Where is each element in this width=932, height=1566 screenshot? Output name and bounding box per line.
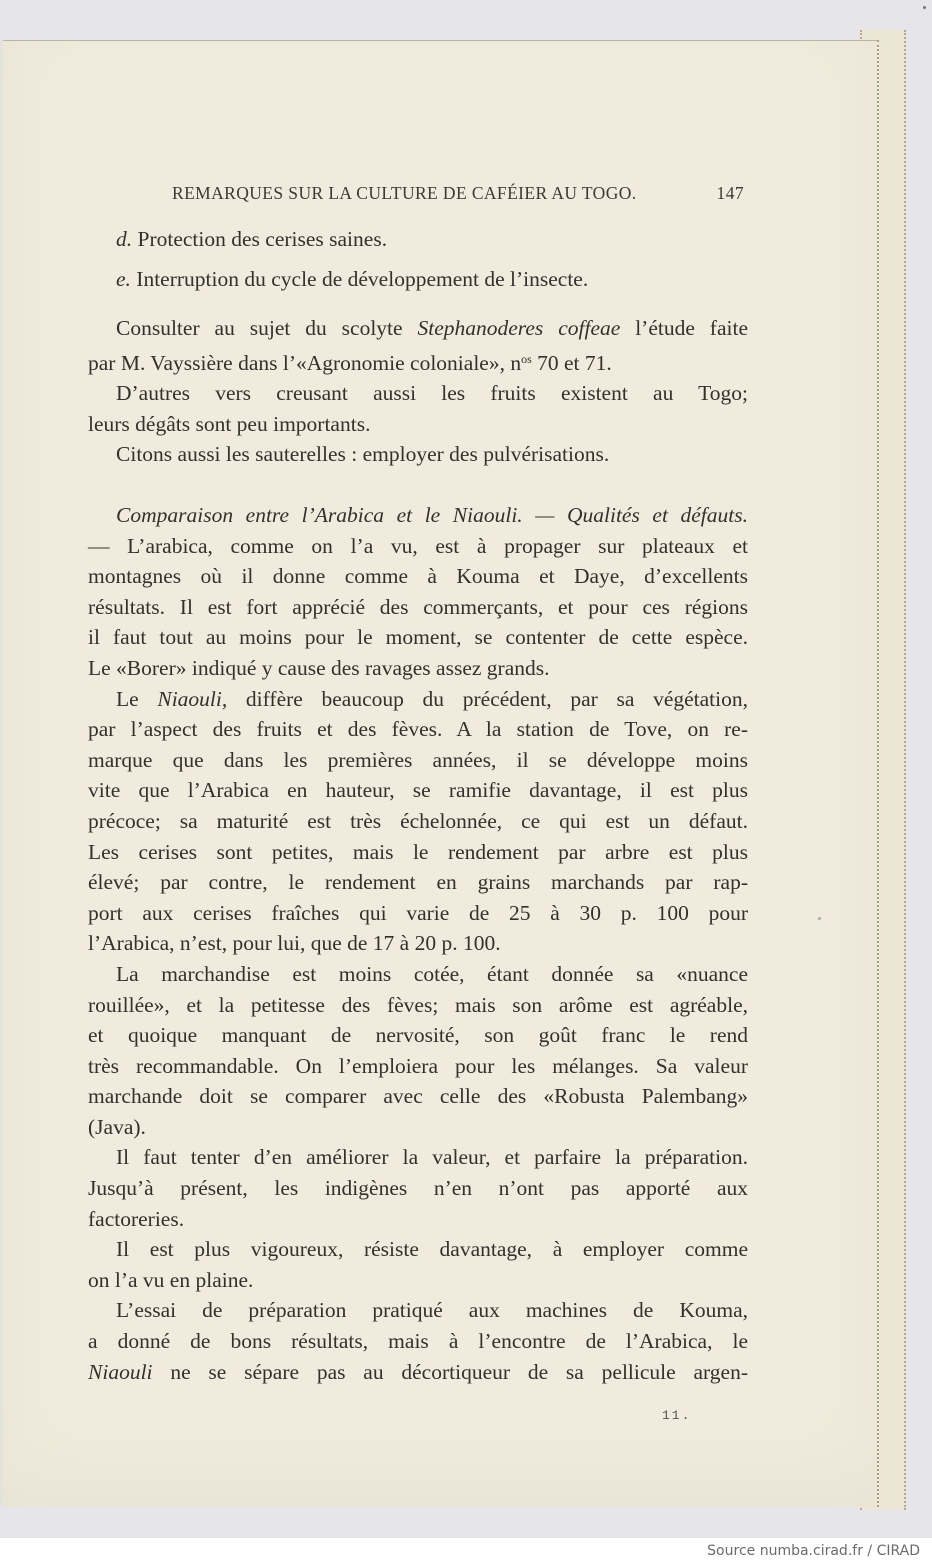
running-header [172, 183, 744, 204]
text-line: résultats. Il est fort apprécié des commerçants, et pour ces régions [88, 594, 748, 619]
text-line: La marchandise est moins cotée, étant donnée sa «nuance [116, 961, 748, 986]
text-line: rouillée», et la petitesse des fèves; mais son arôme est agréable, [88, 992, 748, 1017]
text-line: par M. Vayssière dans l’«Agronomie coloniale», $n^{os}$ 70 et 71. [88, 350, 612, 375]
text-line: Consulter au sujet du scolyte Stephanoderes coffeae l’étude faite [116, 316, 748, 340]
text-line: l’Arabica, n’est, pour lui, que de 17 à 20 p. 100. [88, 931, 501, 956]
text-line: vite que l’Arabica en hauteur, se ramifie davantage, il est plus [88, 778, 748, 803]
text-line: il faut tout au moins pour le moment, se contenter de cette espèce. [88, 625, 748, 650]
running-title: REMARQUES SUR LA CULTURE DE CAFÉIER AU TOGO. [172, 183, 637, 203]
text-line: Le Niaouli, diffère beaucoup du précédent, par sa végétation, [116, 686, 748, 711]
text-line: on l’a vu en plaine. [88, 1267, 254, 1292]
text-line: Il est plus vigoureux, résiste davantage, à employer comme [116, 1237, 748, 1262]
text-line: Les cerises sont petites, mais le rendement par arbre est plus [88, 839, 748, 864]
text-line: Citons aussi les sauterelles : employer des pulvérisations. [116, 442, 610, 467]
text-line: marchande doit se comparer avec celle des «Robusta Palembang» [88, 1084, 748, 1109]
section-heading: Comparaison entre l’Arabica et le Niaouli. — Qualités et défauts. [116, 503, 748, 527]
list-block [88, 224, 748, 294]
text-line: a donné de bons résultats, mais à l’encontre de l’Arabica, le [88, 1329, 748, 1354]
text-line: par l’aspect des fruits et des fèves. A la station de Tove, on re- [88, 717, 748, 742]
text-line: — L’arabica, comme on l’a vu, est à propager sur plateaux et [88, 533, 748, 558]
text-line: leurs dégâts sont peu importants. [88, 411, 371, 436]
dust-speck [923, 6, 926, 9]
text-line: précoce; sa maturité est très échelonnée, ce qui est un défaut. [88, 808, 748, 833]
section-comparaison [88, 500, 748, 1387]
text-line: très recommandable. On l’emploiera pour les mélanges. Sa valeur [88, 1053, 748, 1078]
text-line: marque que dans les premières années, il se développe moins [88, 747, 748, 772]
text-line: factoreries. [88, 1206, 185, 1231]
text-line: Le «Borer» indiqué y cause des ravages assez grands. [88, 655, 550, 680]
list-item: d. Protection des cerises saines. [116, 227, 388, 251]
source-credit: Source numba.cirad.fr / CIRAD [707, 1543, 920, 1559]
text-line: (Java). [88, 1114, 146, 1139]
text-line: port aux cerises fraîches qui varie de 25 à 30 p. 100 pour [88, 900, 748, 925]
text-line: L’essai de préparation pratiqué aux machines de Kouma, [116, 1298, 748, 1323]
page-number: 147 [716, 183, 744, 203]
text-line: montagnes où il donne comme à Kouma et Daye, d’excellents [88, 564, 748, 589]
list-item: e. Interruption du cycle de développement de l’insecte. [116, 266, 589, 291]
text-line: élevé; par contre, le rendement en grains marchands par rap- [88, 870, 748, 895]
text-line: Niaouli ne se sépare pas au décortiqueur de sa pellicule argen- [88, 1359, 748, 1384]
text-line: Il faut tenter d’en améliorer la valeur, et parfaire la préparation. [116, 1145, 748, 1170]
dust-speck [818, 917, 821, 920]
paragraph-scolyte [88, 313, 748, 470]
text-line: Jusqu’à présent, les indigènes n’en n’ont pas apporté aux [88, 1176, 748, 1201]
text-line: et quoique manquant de nervosité, son goût franc le rend [88, 1023, 748, 1048]
signature-mark: 11. [662, 1408, 692, 1423]
text-line: D’autres vers creusant aussi les fruits existent au Togo; [116, 381, 748, 406]
